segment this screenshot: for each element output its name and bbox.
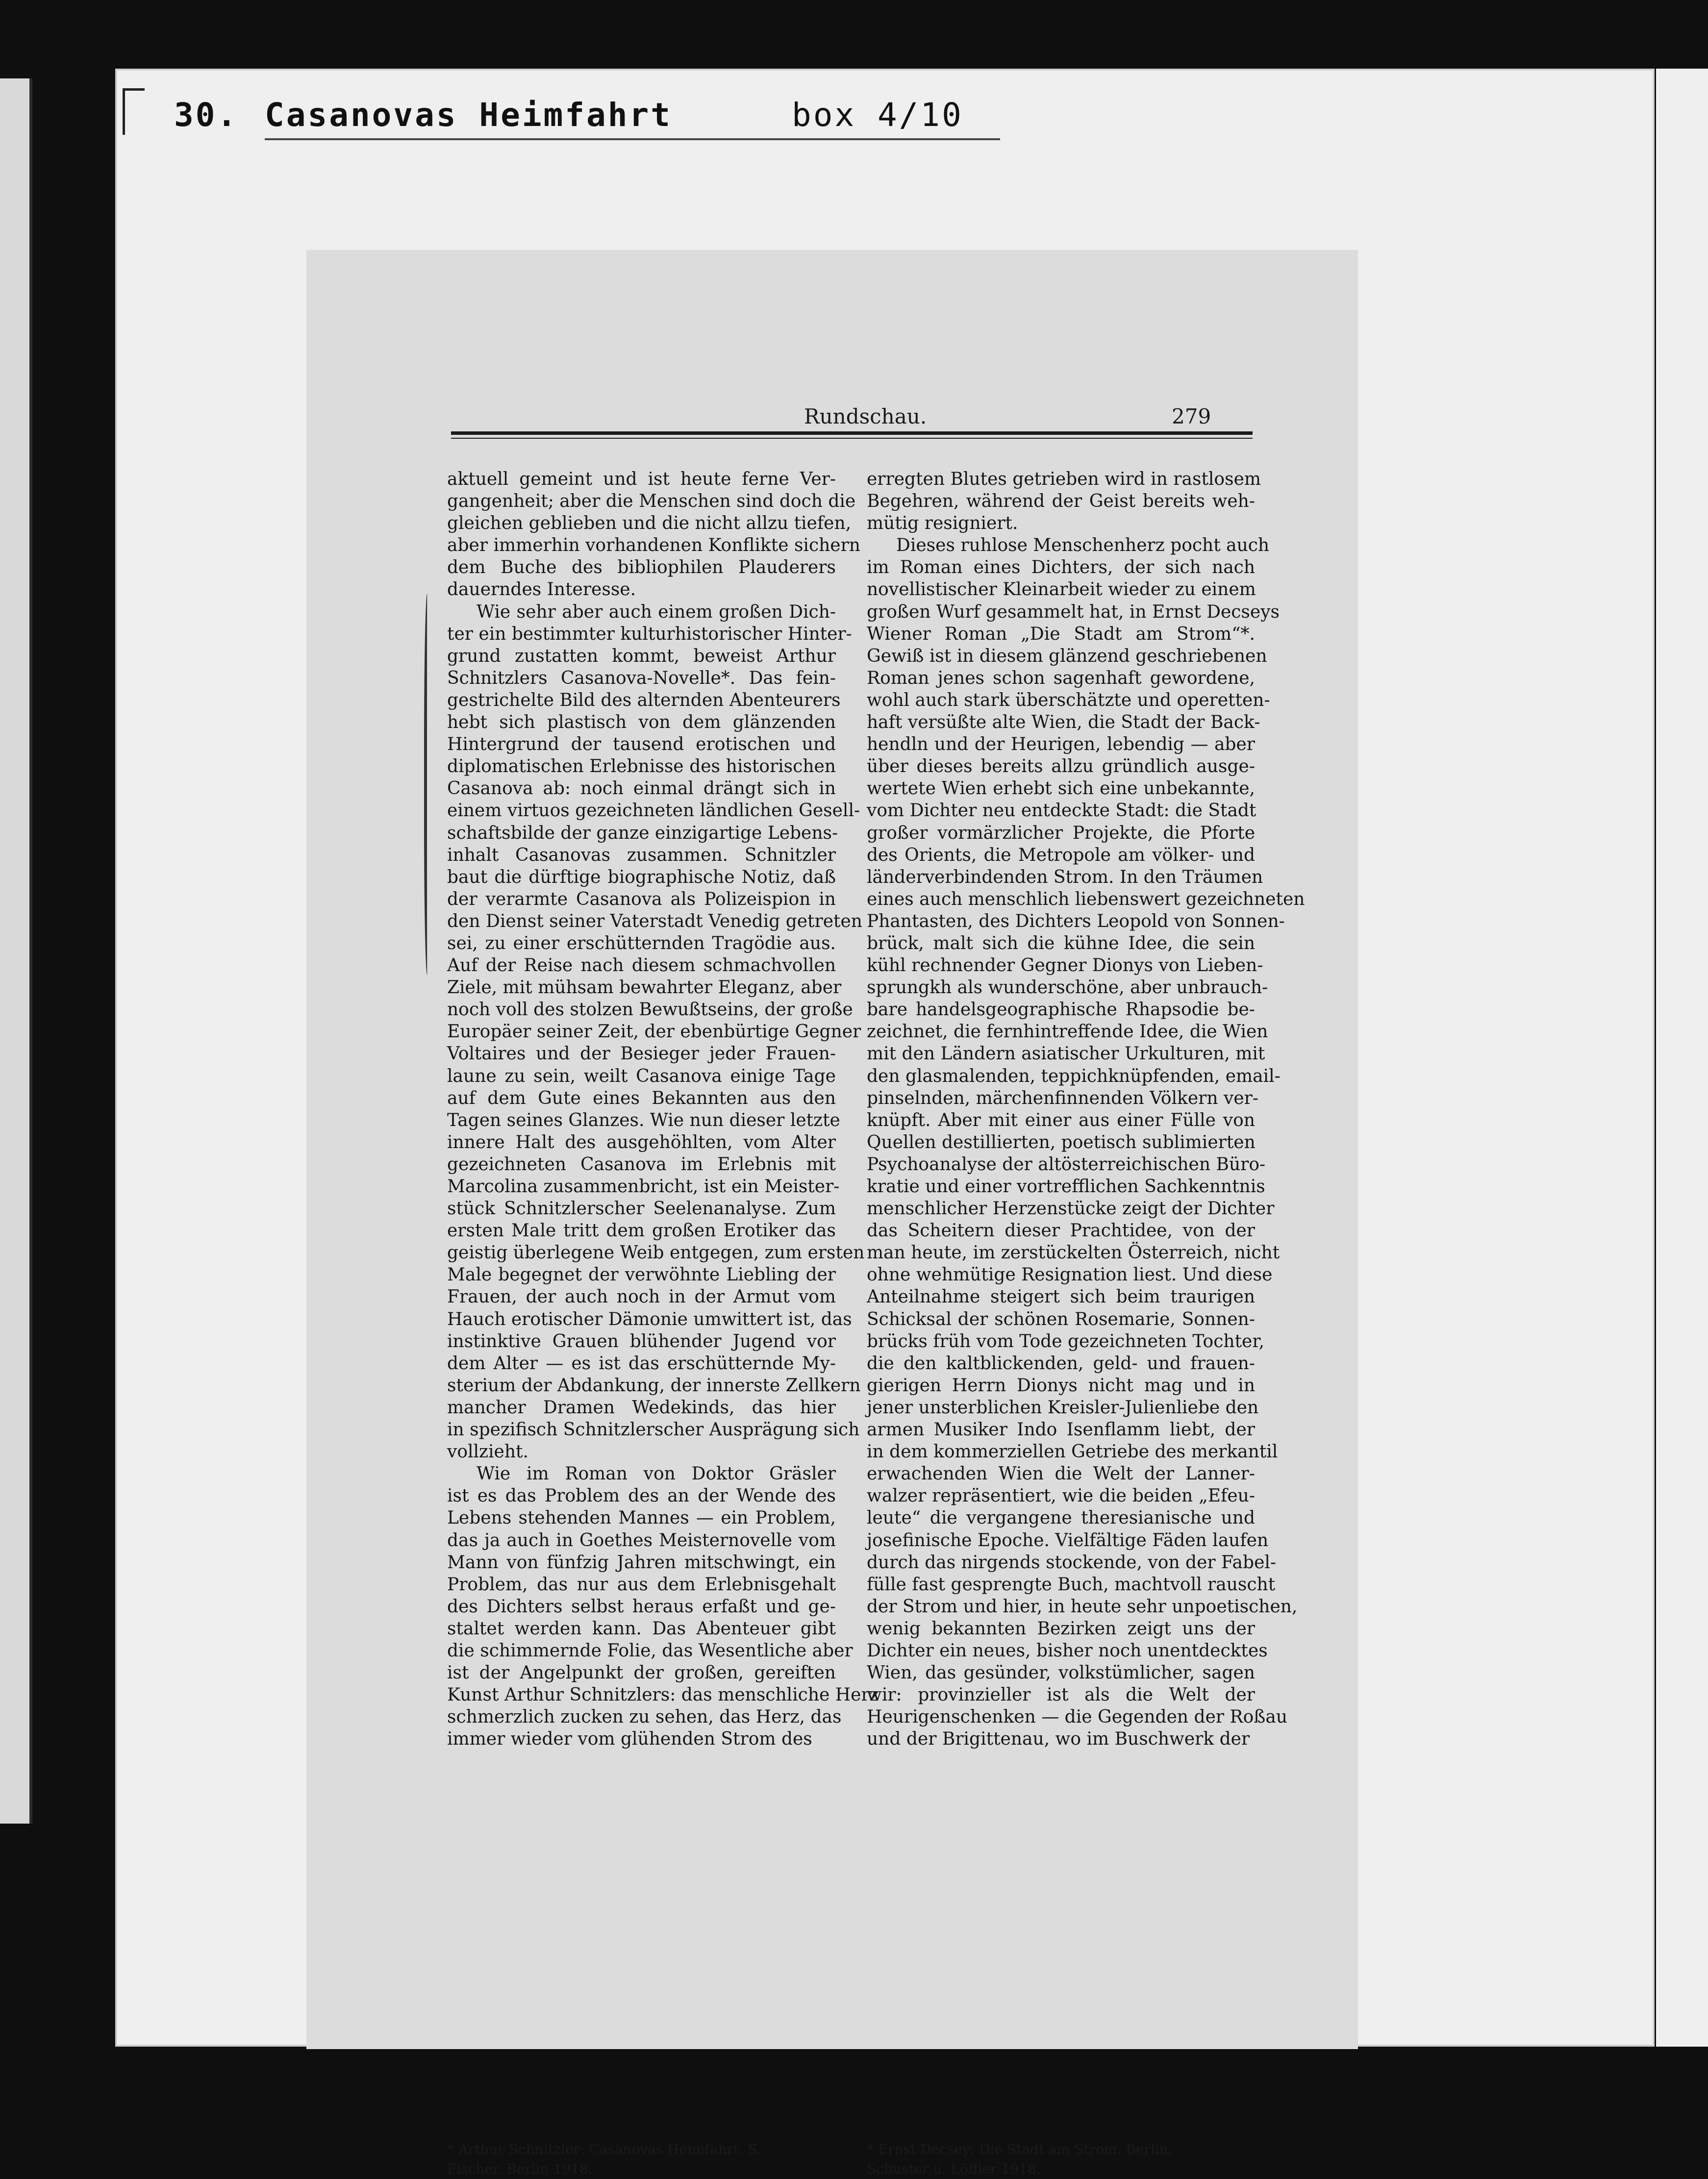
text-line: man heute, im zerstückelten Österreich, nicht [867,1243,1280,1263]
text-line: sprungkh als wunderschöne, aber unbrauch- [867,977,1268,998]
text-line: diplomatischen Erlebnisse des historischen [447,756,836,777]
text-line: leute“ die vergangene theresianische und [867,1508,1255,1528]
text-line: Hauch erotischer Dämonie umwittert ist, das [447,1309,852,1329]
text-line: die schimmernde Folie, das Wesentliche aber [447,1640,853,1661]
text-line: über dieses bereits allzu gründlich ausge- [867,756,1255,777]
card-corner-mark [123,88,145,135]
text-line: mancher Dramen Wedekinds, das hier [447,1397,836,1418]
text-line: Mann von fünfzig Jahren mitschwingt, ein [447,1552,836,1573]
page-number: 279 [1172,404,1211,428]
text-line: einem virtuos gezeichneten ländlichen Gesell- [447,801,860,821]
text-line: fülle fast gesprengte Buch, machtvoll rauscht [867,1574,1276,1595]
text-line: Casanova ab: noch einmal drängt sich in [447,778,836,799]
text-line: dem Buche des bibliophilen Plauderers [447,557,836,578]
text-line: gestrichelte Bild des alternden Abenteurers [447,690,841,710]
text-line: Dichter ein neues, bisher noch unentdecktes [867,1640,1268,1661]
footnote-line: Fischer. Berlin 1918. [447,2161,593,2177]
text-line: Problem, das nur aus dem Erlebnisgehalt [447,1574,836,1595]
card-right-edge [1656,69,1708,2047]
text-line: wenig bekannten Bezirken zeigt uns der [867,1618,1255,1639]
text-line: innere Halt des ausgehöhlten, vom Alter [447,1132,836,1152]
text-line: gleichen geblieben und die nicht allzu tiefen, [447,513,852,534]
text-line: Roman jenes schon sagenhaft gewordene, [867,668,1255,688]
text-line: Phantasten, des Dichters Leopold von Sonnen- [867,911,1285,931]
text-line: armen Musiker Indo Isenflamm liebt, der [867,1420,1255,1440]
text-line: zeichnet, die fernhintreffende Idee, die Wien [867,1022,1268,1042]
text-line: gangenheit; aber die Menschen sind doch die [447,491,856,512]
text-line: Schicksal der schönen Rosemarie, Sonnen- [867,1309,1255,1329]
text-line: baut die dürftige biographische Notiz, daß [447,867,836,887]
text-line: hendln und der Heurigen, lebendig — aber [867,734,1255,755]
card-title: Casanovas Heimfahrt [265,96,672,134]
footnote-line: * Ernst Decsey: Die Stadt am Strom. Berlin, [867,2141,1173,2157]
text-line: im Roman eines Dichters, der sich nach [867,557,1255,578]
text-line: sterium der Abdankung, der innerste Zellkern [447,1375,861,1396]
text-line: in spezifisch Schnitzlerscher Ausprägung sich [447,1420,860,1440]
text-line: in dem kommerziellen Getriebe des merkantil [867,1442,1278,1462]
text-line: dauerndes Interesse. [447,579,636,600]
text-line: Begehren, während der Geist bereits weh- [867,491,1255,512]
text-line: bare handelsgeographische Rhapsodie be- [867,1000,1255,1020]
card-number: 30. [174,96,239,134]
text-line: Lebens stehenden Mannes — ein Problem, [447,1508,836,1528]
text-line: vom Dichter neu entdeckte Stadt: die Stadt [867,801,1256,821]
text-line: staltet werden kann. Das Abenteuer gibt [447,1618,836,1639]
header-rule-thin [451,438,1253,439]
text-line: laune zu sein, weilt Casanova einige Tage [447,1066,836,1086]
text-line: das ja auch in Goethes Meisternovelle vom [447,1530,836,1551]
text-line: Wie im Roman von Doktor Gräsler [477,1464,836,1484]
text-line: Frauen, der auch noch in der Armut vom [447,1287,836,1307]
text-line: auf dem Gute eines Bekannten aus den [447,1088,836,1108]
text-line: Male begegnet der verwöhnte Liebling der [447,1265,836,1285]
text-line: Wie sehr aber auch einem großen Dich- [477,601,836,622]
text-line: noch voll des stolzen Bewußtseins, der große [447,1000,853,1020]
text-line: Europäer seiner Zeit, der ebenbürtige Gegner [447,1022,861,1042]
text-line: Wiener Roman „Die Stadt am Strom“*. [867,624,1255,644]
text-line: Hintergrund der tausend erotischen und [447,734,836,755]
text-line: Marcolina zusammenbricht, ist ein Meister- [447,1177,840,1197]
text-line: stück Schnitzlerscher Seelenanalyse. Zum [447,1199,836,1219]
text-line: großen Wurf gesammelt hat, in Ernst Decseys [867,601,1280,622]
text-line: ersten Male tritt dem großen Erotiker das [447,1221,836,1241]
text-line: Quellen destillierten, poetisch sublimierten [867,1132,1256,1152]
title-underline [265,138,1000,140]
text-line: Schnitzlers Casanova-Novelle*. Das fein- [447,668,836,688]
text-line: brücks früh vom Tode gezeichneten Tochter, [867,1331,1265,1352]
text-line: vollzieht. [447,1442,528,1462]
text-line: Voltaires und der Besieger jeder Frauen- [447,1044,836,1064]
text-line: haft versüßte alte Wien, die Stadt der Back- [867,712,1260,733]
text-line: aktuell gemeint und ist heute ferne Ver- [447,469,836,489]
text-line: erregten Blutes getrieben wird in rastlosem [867,469,1261,489]
text-line: ist der Angelpunkt der großen, gereiften [447,1663,836,1683]
text-line: den Dienst seiner Vaterstadt Venedig getreten [447,911,862,931]
text-line: kratie und einer vortrefflichen Sachkenntnis [867,1177,1265,1197]
text-line: jener unsterblichen Kreisler-Julienliebe den [867,1397,1259,1418]
text-line: sei, zu einer erschütternden Tragödie aus. [447,933,836,953]
text-line: Dieses ruhlose Menschenherz pocht auch [896,535,1270,556]
text-line: inhalt Casanovas zusammen. Schnitzler [447,845,836,865]
text-line: mit den Ländern asiatischer Urkulturen, mit [867,1044,1265,1064]
text-line: schaftsbilde der ganze einzigartige Lebens- [447,823,838,843]
header-rule [451,431,1253,435]
text-line: Tagen seines Glanzes. Wie nun dieser letzte [447,1110,840,1130]
right-footnote [867,2140,1173,2179]
text-line: des Orients, die Metropole am völker- und [867,845,1255,865]
text-line: kühl rechnender Gegner Dionys von Lieben- [867,955,1263,976]
text-line: Auf der Reise nach diesem schmachvollen [447,955,836,976]
text-line: die den kaltblickenden, geld- und frauen- [867,1353,1255,1374]
text-line: dem Alter — es ist das erschütternde My- [447,1353,836,1374]
text-line: aber immerhin vorhandenen Konflikte sichern [447,535,860,556]
text-line: der Strom und hier, in heute sehr unpoetischen, [867,1596,1298,1617]
text-line: josefinische Epoche. Vielfältige Fäden laufen [867,1530,1269,1551]
text-line: ohne wehmütige Resignation liest. Und diese [867,1265,1273,1285]
text-line: wertete Wien erhebt sich eine unbekannte, [867,778,1255,799]
text-line: hebt sich plastisch von dem glänzenden [447,712,836,733]
text-line: wohl auch stark überschätzte und operetten- [867,690,1270,710]
text-line: geistig überlegene Weib entgegen, zum ersten [447,1243,865,1263]
text-line: brück, malt sich die kühne Idee, die sein [867,933,1255,953]
text-line: Wien, das gesünder, volkstümlicher, sagen [867,1663,1255,1683]
text-line: pinselnden, märchenfinnenden Völkern ver- [867,1088,1258,1108]
left-text-column [447,468,879,1750]
text-line: schmerzlich zucken zu sehen, das Herz, das [447,1707,842,1728]
text-line: walzer repräsentiert, wie die beiden „Efeu- [867,1486,1255,1506]
text-line: ter ein bestimmter kulturhistorischer Hinter- [447,624,852,644]
text-line: Psychoanalyse der altösterreichischen Büro- [867,1154,1266,1175]
text-line: durch das nirgends stockende, von der Fabel- [867,1552,1277,1573]
running-title: Rundschau. [804,404,927,428]
text-line: Gewiß ist in diesem glänzend geschriebenen [867,646,1267,666]
text-line: gierigen Herrn Dionys nicht mag und in [867,1375,1255,1396]
footnote-line: Schuster u. Löffler 1918. [867,2161,1041,2177]
text-line: der verarmte Casanova als Polizeispion in [447,889,836,909]
text-line: instinktive Grauen blühender Jugend vor [447,1331,836,1352]
text-line: und der Brigittenau, wo im Buschwerk der [867,1729,1250,1750]
text-line: eines auch menschlich liebenswert gezeichneten [867,889,1305,909]
text-line: Ziele, mit mühsam bewahrter Eleganz, aber [447,977,842,998]
text-line: mütig resigniert. [867,513,1018,534]
text-line: ist es das Problem des an der Wende des [447,1486,836,1506]
text-line: länderverbindenden Strom. In den Träumen [867,867,1263,887]
text-line: wir: provinzieller ist als die Welt der [867,1685,1255,1705]
text-line: das Scheitern dieser Prachtidee, von der [867,1221,1255,1241]
text-line: novellistischer Kleinarbeit wieder zu einem [867,579,1256,600]
card-box-number: box 4/10 [792,96,963,134]
text-line: grund zustatten kommt, beweist Arthur [447,646,836,666]
text-line: immer wieder vom glühenden Strom des [447,1729,812,1750]
text-line: erwachenden Wien die Welt der Lanner- [867,1464,1255,1484]
text-line: gezeichneten Casanova im Erlebnis mit [447,1154,836,1175]
text-line: Kunst Arthur Schnitzlers: das menschliche Herz [447,1685,879,1705]
pencil-margin-mark [424,593,432,976]
right-text-column [867,468,1305,1750]
text-line: den glasmalenden, teppichknüpfenden, email- [867,1066,1281,1086]
text-line: Heurigenschenken — die Gegenden der Roßau [867,1707,1288,1728]
text-line: des Dichters selbst heraus erfaßt und ge- [447,1596,836,1617]
adjacent-sheet-edge [0,78,32,1824]
text-line: Anteilnahme steigert sich beim traurigen [867,1287,1255,1307]
left-footnote [447,2140,761,2179]
footnote-line: * Arthur Schnitzler: Casanovas Heimfahrt. S. [447,2141,761,2157]
text-line: menschlicher Herzenstücke zeigt der Dichter [867,1199,1275,1219]
text-line: großer vormärzlicher Projekte, die Pforte [867,823,1255,843]
text-line: knüpft. Aber mit einer aus einer Fülle von [867,1110,1255,1130]
